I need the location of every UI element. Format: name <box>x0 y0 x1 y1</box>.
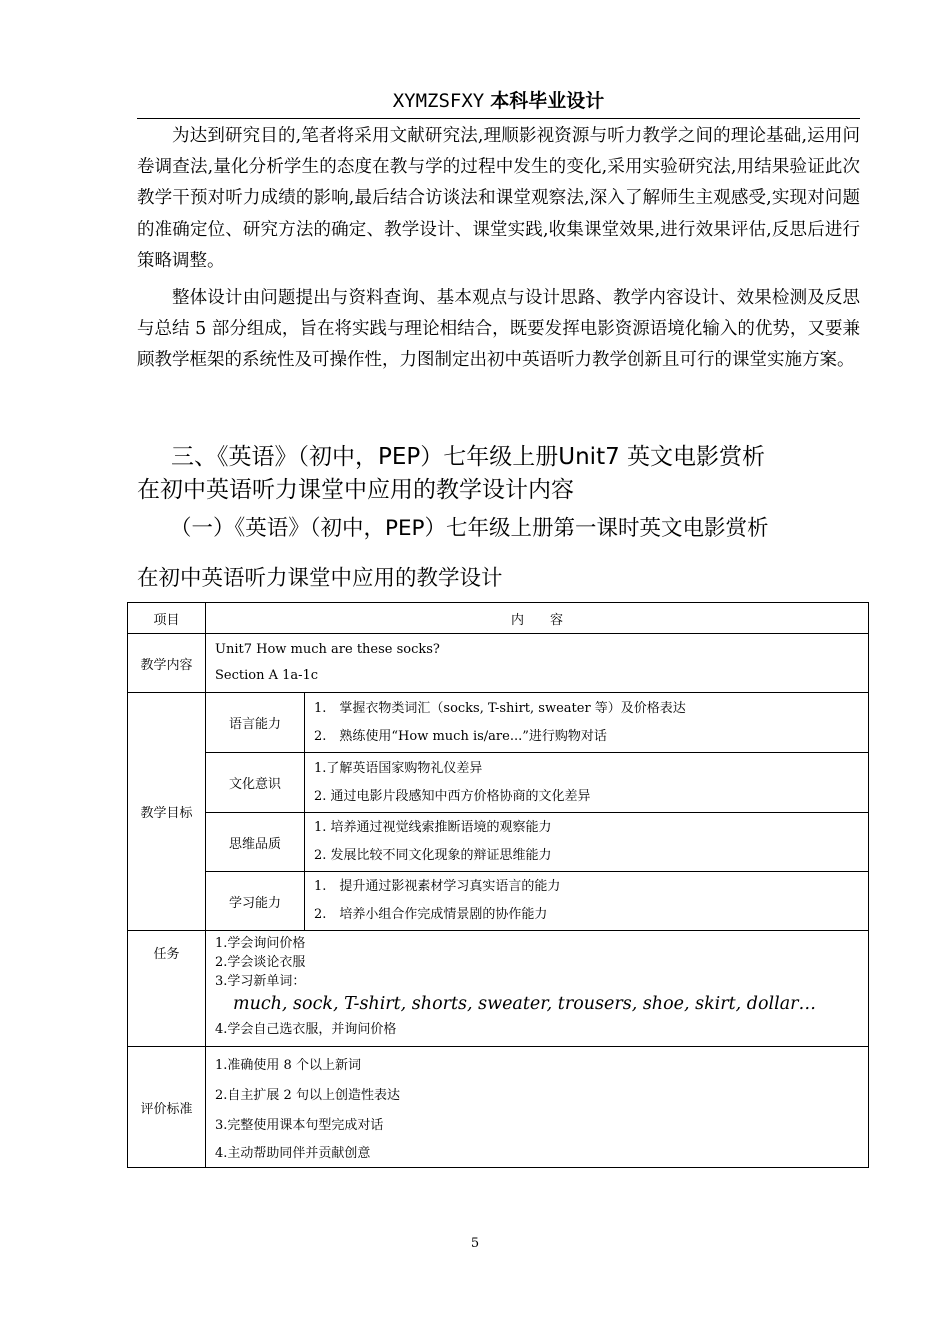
content-line: Section A 1a-1c <box>215 668 319 683</box>
content-line: Unit7 How much are these socks? <box>215 642 440 657</box>
evaluation-line: 1.准确使用 8 个以上新词 <box>215 1058 361 1073</box>
objective-label: 语言能力 <box>206 693 305 753</box>
evaluation-line: 4.主动帮助同伴并贡献创意 <box>215 1146 371 1161</box>
content-row <box>128 634 869 693</box>
evaluation-content <box>206 1047 869 1168</box>
header-content-cell: 内 容 <box>206 603 869 634</box>
objectives-label: 教学目标 <box>128 693 206 931</box>
header-right-text: 本科毕业设计 <box>490 90 605 112</box>
page-header <box>137 86 860 116</box>
objective-row <box>128 753 869 813</box>
body-paragraph-1: 为达到研究目的,笔者将采用文献研究法,理顺影视资源与听力教学之间的理论基础,运用问卷调查法,量化分析学生的态度在教与学的过程中发生的变化,采用实验研究法,用结果验证此次教学干预对听力成绩的影响,最后结合访谈法和课堂观察法,深入了解师生主观感受,实现对问题的准确定位、研究方法的确定、教学设计、课堂实践,收集课堂效果,进行效果评估,反思后进行策略调整。 <box>137 126 860 271</box>
task-line: 1.学会询问价格 <box>215 936 306 951</box>
objective-label: 学习能力 <box>206 872 305 931</box>
objective-label: 文化意识 <box>206 753 305 813</box>
task-line: 2.学会谈论衣服 <box>215 955 306 970</box>
task-vocabulary: much, sock, T-shirt, shorts, sweater, trousers, shoe, skirt, dollar… <box>233 994 817 1014</box>
table-header-row <box>128 603 869 634</box>
objective-content <box>305 693 869 753</box>
objective-line: 2. 发展比较不同文化现象的辩证思维能力 <box>314 848 552 863</box>
content-row-label: 教学内容 <box>128 634 206 693</box>
header-left-text: XYMZSFXY <box>392 90 485 112</box>
subsection-heading-line-1: （一）《英语》（初中，PEP）七年级上册第一课时英文电影赏析 <box>170 516 769 541</box>
objective-line: 2. 培养小组合作完成情景剧的协作能力 <box>314 907 548 922</box>
tasks-label: 任务 <box>128 931 206 1047</box>
header-rule <box>137 118 860 119</box>
teaching-design-table <box>127 602 869 1168</box>
tasks-row <box>128 931 869 1047</box>
evaluation-row <box>128 1047 869 1168</box>
objective-row <box>128 872 869 931</box>
body-paragraph-2: 整体设计由问题提出与资料查询、基本观点与设计思路、教学内容设计、效果检测及反思与总结 5 部分组成，旨在将实践与理论相结合，既要发挥电影资源语境化输入的优势，又要兼顾教学框架的系统性及可操作性，力图制定出初中英语听力教学创新且可行的课堂实施方案。 <box>137 288 860 371</box>
content-row-value <box>206 634 869 693</box>
objective-content <box>305 813 869 872</box>
evaluation-label: 评价标准 <box>128 1047 206 1168</box>
section-heading-line-1: 三、《英语》（初中，PEP）七年级上册Unit7 英文电影赏析 <box>171 444 766 470</box>
task-line: 3.学习新单词： <box>215 974 306 989</box>
evaluation-line: 2.自主扩展 2 句以上创造性表达 <box>215 1088 400 1103</box>
tasks-content <box>206 931 869 1047</box>
task-line: 4.学会自己选衣服，并询问价格 <box>215 1022 397 1037</box>
objective-line: 1.了解英语国家购物礼仪差异 <box>314 760 483 776</box>
objective-line: 2. 通过电影片段感知中西方价格协商的文化差异 <box>314 788 591 804</box>
subsection-heading-line-2: 在初中英语听力课堂中应用的教学设计 <box>137 566 503 591</box>
objective-row <box>128 693 869 753</box>
evaluation-line: 3.完整使用课本句型完成对话 <box>215 1118 384 1133</box>
objective-label: 思维品质 <box>206 813 305 872</box>
section-heading-line-2: 在初中英语听力课堂中应用的教学设计内容 <box>137 477 574 503</box>
objective-line: 1. 提升通过影视素材学习真实语言的能力 <box>314 879 561 894</box>
objective-line: 1. 培养通过视觉线索推断语境的观察能力 <box>314 820 552 835</box>
objective-line: 2. 熟练使用“How much is/are...”进行购物对话 <box>314 728 607 744</box>
header-item-cell: 项目 <box>128 603 206 634</box>
objective-line: 1. 掌握衣物类词汇（socks, T-shirt, sweater 等）及价格表达 <box>314 700 686 716</box>
objective-row <box>128 813 869 872</box>
objective-content <box>305 872 869 931</box>
objective-content <box>305 753 869 813</box>
page-number: 5 <box>470 1236 480 1251</box>
